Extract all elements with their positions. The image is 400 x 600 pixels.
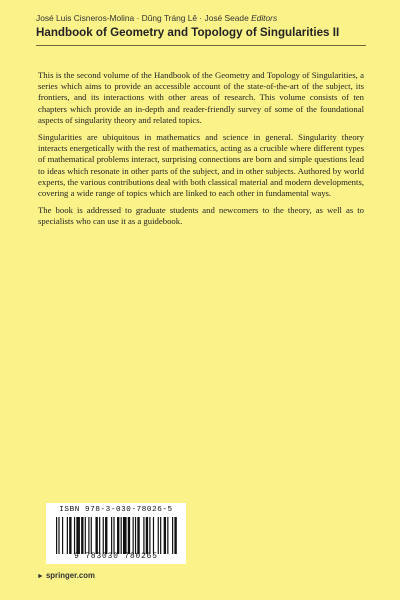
barcode-bar [164, 517, 166, 554]
barcode-bar [167, 517, 168, 554]
barcode-bar [137, 517, 139, 554]
barcode-bar [76, 517, 80, 554]
title-divider [36, 45, 366, 46]
barcode [56, 517, 178, 554]
barcode-bar [88, 517, 89, 554]
barcode-bar [146, 517, 148, 554]
barcode-bar [111, 517, 112, 554]
publisher-link[interactable] [37, 571, 95, 580]
barcode-bar [103, 517, 104, 554]
barcode-bar [58, 517, 59, 554]
barcode-bar [117, 517, 119, 554]
barcode-bar [133, 517, 134, 554]
publisher-site: springer.com [45, 571, 95, 580]
editors-role: Editors [251, 13, 278, 23]
isbn-barcode-block [46, 503, 186, 564]
barcode-bar [105, 517, 107, 554]
barcode-bar [56, 517, 57, 554]
barcode-bar [69, 517, 71, 554]
barcode-bar [172, 517, 173, 554]
barcode-bar [135, 517, 136, 554]
barcode-bar [158, 517, 159, 554]
barcode-bar [121, 517, 122, 554]
barcode-bar [128, 517, 130, 554]
barcode-bar [81, 517, 83, 554]
barcode-bar [143, 517, 144, 554]
barcode-bar [85, 517, 86, 554]
barcode-bar [95, 517, 97, 554]
barcode-bar [160, 517, 161, 554]
blurb [38, 70, 364, 234]
barcode-bar [74, 517, 75, 554]
editors-line [36, 13, 366, 24]
barcode-bar [149, 517, 150, 554]
editor-names: José Luis Cisneros-Molina · Dũng Tráng Lê · José Seade [36, 13, 249, 23]
book-title: Handbook of Geometry and Topology of Singularities II [36, 26, 340, 39]
barcode-digits: 9 783030 780265 [74, 553, 158, 561]
barcode-bar [174, 517, 176, 554]
isbn-label: ISBN 978-3-030-78026-5 [59, 506, 173, 514]
barcode-bar [99, 517, 100, 554]
barcode-bar [67, 517, 68, 554]
cover-header [36, 13, 366, 40]
barcode-bar [153, 517, 154, 554]
blurb-paragraph: This is the second volume of the Handbook of the Geometry and Topology of Singularities, a series which aims to provide an accessible account of the state-of-the-art of the subject, its frontiers, and its interactions with other areas of research. This volume consists of ten chapters which provide an in-depth and reader-friendly survey of some of the foundational aspects of singularity theory and related topics. [38, 70, 364, 125]
barcode-bar [91, 517, 92, 554]
barcode-bar [123, 517, 127, 554]
barcode-bar [62, 517, 63, 554]
blurb-paragraph: Singularities are ubiquitous in mathematics and science in general. Singularity theory interacts energetically with the rest of mathematics, acting as a crucible where different types of mathematical problems interact, surprising connections are born and simple questions lead to ideas which resonate in other parts of the subject, and in other subjects. Authored by world experts, the various contributions deal with both classical material and modern developments, covering a wide range of topics which are linked to each other in fundamental ways. [38, 132, 364, 199]
arrow-right-icon: ► [37, 573, 44, 580]
barcode-bar [113, 517, 114, 554]
blurb-paragraph: The book is addressed to graduate students and newcomers to the theory, as well as to specialists who can use it as a guidebook. [38, 205, 364, 227]
